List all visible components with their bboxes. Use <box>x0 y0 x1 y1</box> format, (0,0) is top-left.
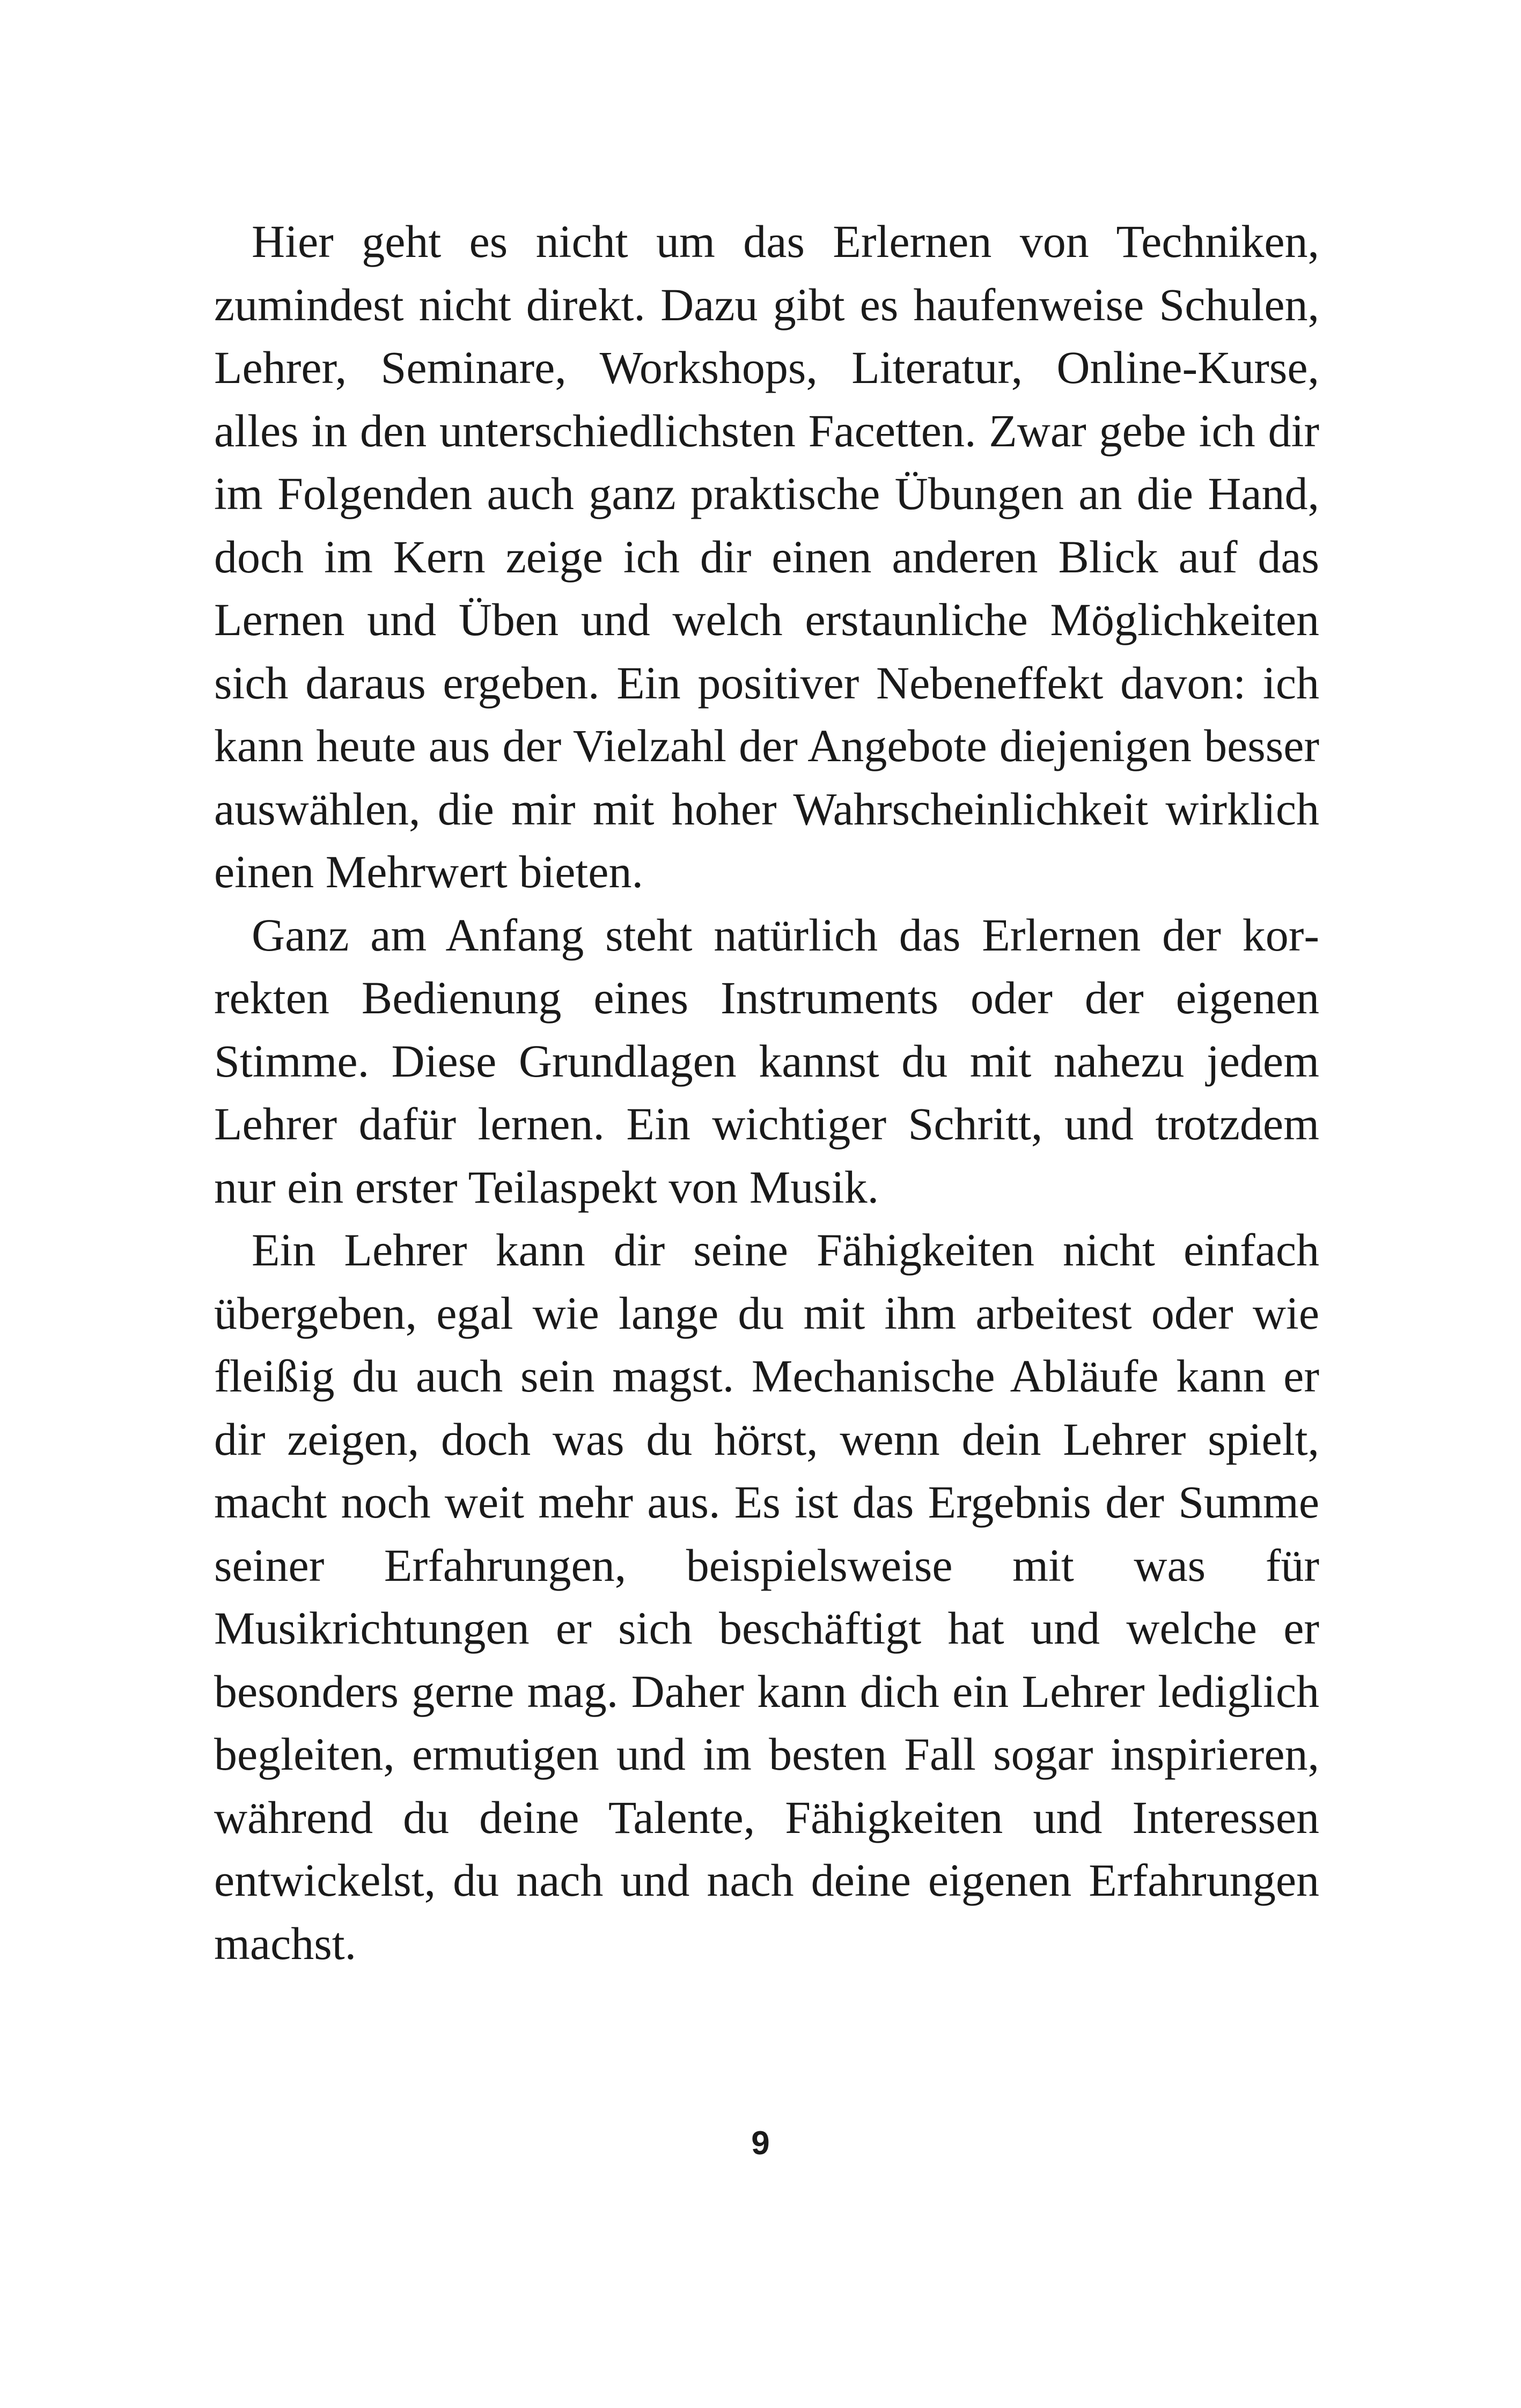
body-text <box>214 210 1319 1975</box>
page-number: 9 <box>751 2125 770 2162</box>
paragraph-2: Ganz am Anfang steht natürlich das Erlernen der korrekten Bedienung eines Instruments oder der eigenen Stimme. Diese Grundlagen kannst du mit nahezu jedem Lehrer dafür lernen. Ein wichtiger Schritt, und trotzdem nur ein erster Teilaspekt von Musik. <box>214 909 1319 1213</box>
paragraph-1: Hier geht es nicht um das Erlernen von Techniken, zumindest nicht direkt. Dazu gibt es haufenweise Schulen, Lehrer, Seminare, Workshops, Literatur, Online-Kurse, alles in den unterschiedlichsten Facetten. Zwar gebe ich dir im Folgenden auch ganz praktische Übungen an die Hand, doch im Kern zeige ich dir einen anderen Blick auf das Lernen und Üben und welch erstaunliche Möglichkeiten sich daraus ergeben. Ein positiver Nebeneffekt davon: ich kann heute aus der Vielzahl der Angebote diejenigen besser auswählen, die mir mit hoher Wahrscheinlichkeit wirklich einen Mehrwert bieten. <box>214 216 1319 897</box>
paragraph-3: Ein Lehrer kann dir seine Fähigkeiten nicht einfach übergeben, egal wie lange du mit ihm arbeitest oder wie fleißig du auch sein magst. Mechanische Abläufe kann er dir zeigen, doch was du hörst, wenn dein Lehrer spielt, macht noch weit mehr aus. Es ist das Ergebnis der Summe seiner Erfahrungen, beispielsweise mit was für Musikrichtungen er sich beschäftigt hat und welche er besonders gerne mag. Daher kann dich ein Lehrer lediglich begleiten, ermutigen und im besten Fall sogar inspirieren, während du deine Talente, Fähigkeiten und Interessen entwickelst, du nach und nach deine eigenen Erfahrungen machst. <box>214 1224 1319 1969</box>
